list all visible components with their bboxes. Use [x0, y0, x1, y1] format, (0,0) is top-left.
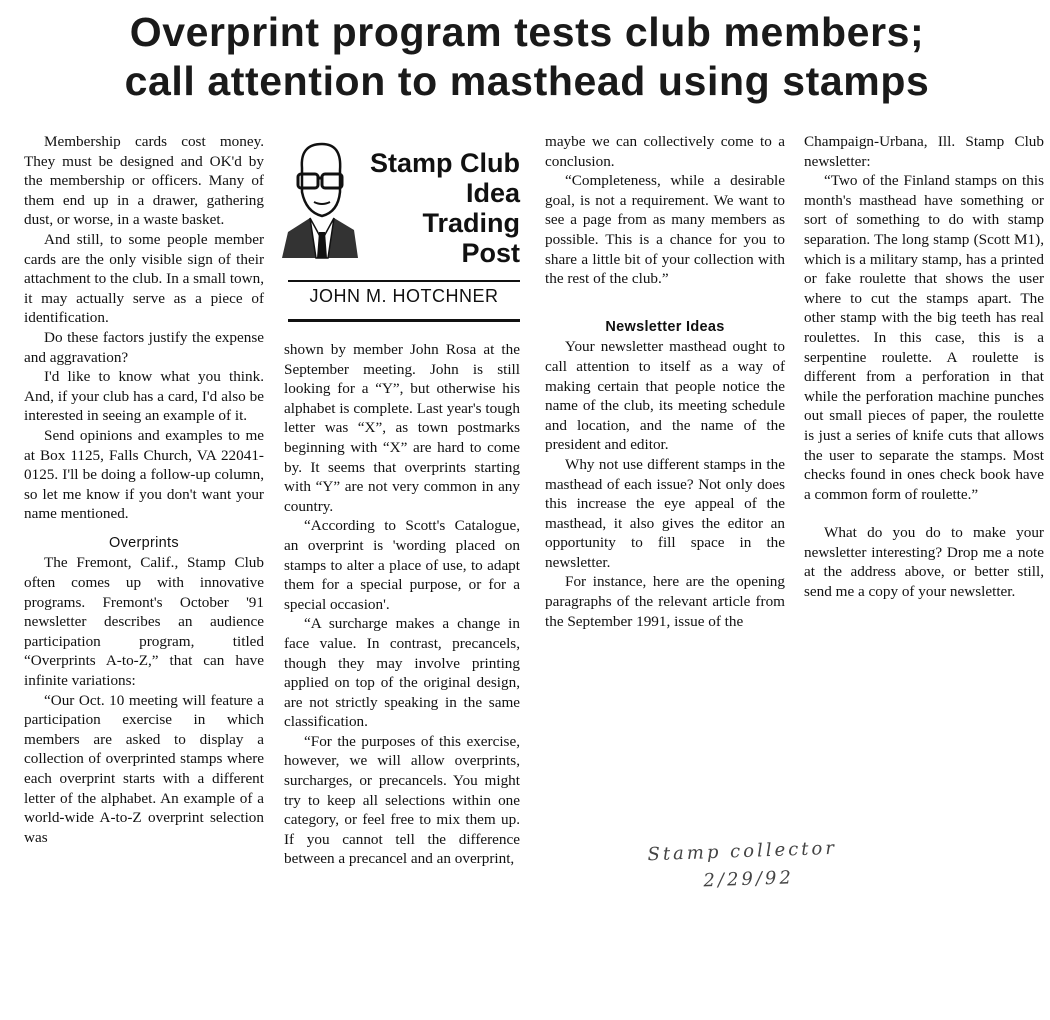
- paragraph: “Our Oct. 10 meeting will feature a participation exercise in which members are asked to display a collection of overprinted stamps where each overprint starts with a different letter of the alphabet. An example of a world-wide A-to-Z overprint selection was: [24, 691, 264, 846]
- byline: JOHN M. HOTCHNER: [309, 286, 499, 306]
- divider: [288, 280, 520, 282]
- handwritten-note: [647, 835, 838, 898]
- paragraph: And still, to some people member cards are the only visible sign of their attachment to the club. In a small town, it may actually serve as a piece of identification.: [24, 230, 264, 327]
- headline-line-1: Overprint program tests club members;: [129, 9, 925, 55]
- paragraph: For instance, here are the opening paragraphs of the relevant article from the September 1991, issue of the: [545, 573, 785, 630]
- handwritten-date: 2/29/92: [703, 867, 795, 892]
- section-heading: Newsletter Ideas: [605, 318, 725, 335]
- article-column-4: [804, 132, 1044, 602]
- column-title: [370, 148, 520, 268]
- article-column-2: [284, 340, 520, 869]
- section-heading: Overprints: [109, 534, 179, 551]
- paragraph: “According to Scott's Catalogue, an overprint is 'wording placed on stamps to alter a place of use, to adapt them for a special purpose, or for a special occasion'.: [284, 517, 520, 613]
- spacer: [804, 504, 1044, 523]
- spacer: [545, 289, 785, 308]
- handwritten-source: Stamp collector: [647, 837, 838, 866]
- column-logo: [278, 140, 522, 325]
- paragraph: Champaign-Urbana, Ill. Stamp Club newsletter:: [804, 133, 1044, 170]
- article-column-1: [24, 132, 264, 847]
- article-column-3: [545, 132, 785, 631]
- paragraph: “Completeness, while a desirable goal, is not a requirement. We want to see a page from as many members as possible. This is a chance for you to share a little bit of your collection with the rest of the club.”: [545, 172, 785, 288]
- column-title-line: Idea: [465, 178, 520, 208]
- headline-line-2: call attention to masthead using stamps: [124, 58, 930, 104]
- paragraph: Send opinions and examples to me at Box 1125, Falls Church, VA 22041-0125. I'll be doing a follow-up column, so let me know if you don't want your name mentioned.: [24, 426, 264, 523]
- column-title-line: Trading: [422, 208, 520, 238]
- column-title-line: Post: [461, 238, 520, 268]
- headline: [22, 8, 1032, 106]
- paragraph: Membership cards cost money. They must be designed and OK'd by the membership or officers. Many of them end up in a drawer, gathering dust, or worse, in a waste basket.: [24, 133, 264, 229]
- paragraph: “A surcharge makes a change in face value. In contrast, precancels, though they may involve printing applied on top of the original design, are not strictly speaking in the same classification.: [284, 615, 520, 731]
- paragraph: The Fremont, Calif., Stamp Club often comes up with innovative programs. Fremont's October '91 newsletter describes an audience participation program, titled “Overprints A-to-Z,” that can have infinite variations:: [24, 554, 264, 690]
- paragraph: What do you do to make your newsletter interesting? Drop me a note at the address above, or better still, send me a copy of your newsletter.: [804, 524, 1044, 601]
- paragraph: “For the purposes of this exercise, however, we will allow overprints, surcharges, or precancels. You might try to keep all selections within one category, or feel free to mix them up. If you cannot tell the difference between a precancel and an overprint,: [284, 732, 520, 868]
- column-title-line: Stamp Club: [369, 148, 520, 178]
- paragraph: I'd like to know what you think. And, if your club has a card, I'd also be interested in seeing an example of it.: [24, 368, 264, 425]
- paragraph: Why not use different stamps in the masthead of each issue? Not only does this increase the eye appeal of the masthead, it also gives the editor an opportunity to fill space in the newsletter.: [545, 455, 785, 571]
- paragraph: shown by member John Rosa at the September meeting. John is still looking for a “Y”, but otherwise his alphabet is complete. Last year's tough letter was “X”, as town postmarks beginning with “X” are hard to come by. It seems that overprints starting with “Y” are not very common in any country.: [284, 341, 520, 515]
- paragraph: “Two of the Finland stamps on this month's masthead have something or sort of something to do with stamp separation. The long stamp (Scott M1), which is a military stamp, has a printed or fake roulette that shows the user where to cut the stamps apart. The other stamp with the big teeth has real roulettes. In this case, this is a serpentine roulette. A roulette is different from a perforation in that while the perforation machine punches out small pieces of paper, the roulette is just a series of knife cuts that allows the user to separate the stamps. Most checks found in ones check book have a common form of roulette.”: [804, 172, 1044, 503]
- author-portrait-icon: [280, 140, 360, 270]
- paragraph: Do these factors justify the expense and aggravation?: [24, 328, 264, 366]
- paragraph: Your newsletter masthead ought to call attention to itself as a way of making certain that people notice the name of the club, its meeting schedule and location, and the name of the president and editor.: [545, 338, 785, 454]
- divider: [288, 319, 520, 322]
- paragraph: maybe we can collectively come to a conclusion.: [545, 133, 785, 170]
